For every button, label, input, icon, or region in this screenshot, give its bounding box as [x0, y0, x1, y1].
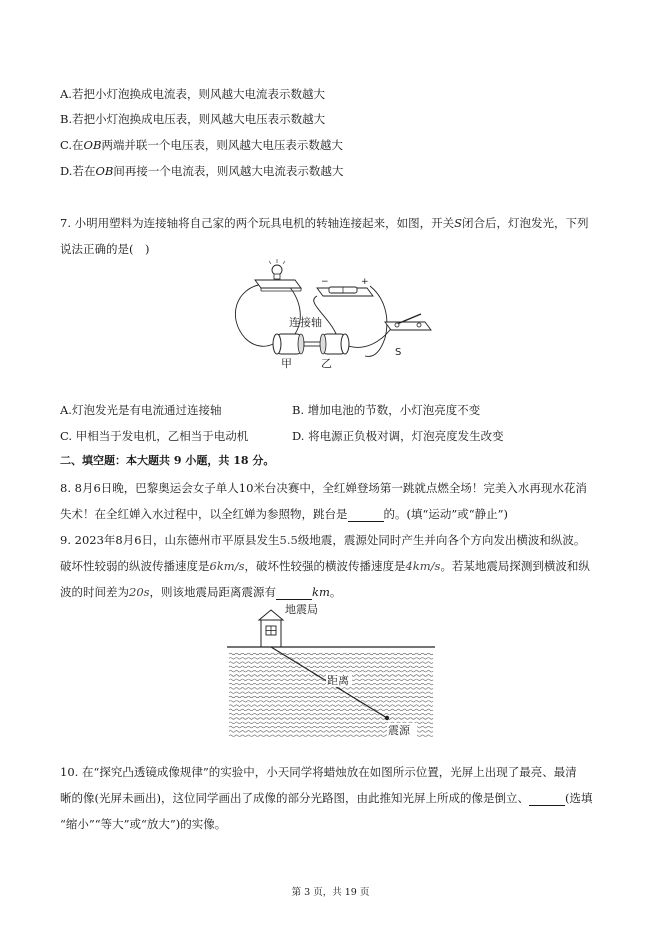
battery-board	[317, 277, 373, 296]
q8-line2-post: 的。(填“运动”或“静止”)	[383, 507, 508, 521]
q7-option-c: C. 甲相当于发电机，乙相当于电动机	[60, 429, 249, 443]
q9-line3-pre: 波的时间差为	[60, 585, 129, 599]
wave-line	[229, 696, 433, 698]
q10-answer-blank[interactable]	[529, 793, 565, 806]
q9-line3-post: 。	[329, 585, 342, 599]
q7-stem-pre: 7. 小明用塑料为连接轴将自己家的两个玩具电机的转轴连接起来，如图，开关	[60, 216, 455, 230]
q6-option-d-pre: D.若在	[60, 164, 96, 178]
q6-option-c-pre: C.在	[60, 138, 84, 152]
wave-line	[229, 653, 433, 655]
q9-line2-pre: 破坏性较弱的纵波传播速度是	[60, 559, 210, 573]
wave-line	[229, 688, 433, 690]
q10-line2-pre: 晰的像(光屏未画出)，这位同学画出了成像的部分光路图，由此推知光屏上所成的像是倒立、	[60, 791, 529, 805]
switch-icon	[385, 314, 431, 330]
q9-line2	[60, 558, 590, 574]
section-title-mid: 小题，共	[185, 454, 230, 467]
q9-transverse-speed: 4km/s	[405, 559, 441, 573]
battery-minus-label: −	[321, 277, 329, 287]
q8-line2	[60, 506, 508, 522]
q8-line2-pre: 失术！在全红婵入水过程中，以全红婵为参照物，跳台是	[60, 507, 348, 521]
q9-earthquake-figure	[225, 600, 437, 740]
q8-line1: 8. 8月6日晚，巴黎奥运会女子单人10米台决赛中，全红婵登场第一跳就点燃全场！完美入水再现水花消	[60, 481, 587, 495]
wave-line	[229, 670, 433, 672]
q10-line2	[60, 790, 592, 806]
label-distance: 距离	[327, 674, 349, 687]
q7-option-a: A.灯泡发光是有电流通过连接轴	[60, 403, 222, 417]
wave-line	[229, 658, 433, 660]
section-score: 18	[233, 454, 249, 467]
q9-line1-pre: 9. 2023年8月6日，山东德州市平原县发生	[60, 533, 280, 547]
q7-option-b: B. 增加电池的节数，小灯泡亮度不变	[292, 403, 481, 417]
q6-option-d-post: 间再接一个电流表，则风越大电流表示数越大	[113, 164, 344, 178]
q9-line2-post: 。若某地震局探测到横波和纵	[440, 559, 590, 573]
section-title-pre: 二、填空题：本大题共	[60, 454, 170, 467]
q6-option-c-post: 两端并联一个电压表，则风越大电压表示数越大	[101, 138, 343, 152]
q6-option-d-var: OB	[95, 164, 114, 178]
bulb-icon	[272, 265, 282, 275]
q9-line2-mid: ，破坏性较强的横波传播速度是	[244, 559, 406, 573]
q10-line1: 10. 在“探究凸透镜成像规律”的实验中，小天同学将蜡烛放在如图所示位置，光屏上出现了最亮、最清	[60, 765, 577, 779]
q9-unit: km	[312, 585, 330, 599]
section-heading-fill-in	[60, 453, 274, 469]
q8-answer-blank[interactable]	[348, 509, 384, 522]
q6-option-b: B.若把小灯泡换成电压表，则风越大电压表示数越大	[60, 112, 326, 126]
motor-yi	[320, 334, 349, 354]
label-yi: 乙	[321, 357, 332, 370]
label-station: 地震局	[285, 603, 318, 616]
q7-stem-line2: 说法正确的是( )	[60, 242, 150, 256]
wave-line	[229, 705, 433, 707]
wave-line	[229, 692, 433, 694]
label-switch-s: S	[395, 347, 402, 358]
q9-longitudinal-speed: 6km/s	[209, 559, 245, 573]
q9-line1	[60, 532, 585, 548]
section-count: 9	[173, 454, 182, 467]
q6-option-a: A.若把小灯泡换成电流表，则风越大电流表示数越大	[60, 87, 325, 101]
q10-line3: “缩小”“等大”或“放大”)的实像。	[60, 817, 227, 831]
page-footer: 第 3 页，共 19 页	[291, 887, 370, 898]
label-jia: 甲	[281, 357, 292, 370]
wave-line	[229, 718, 433, 720]
lamp-board	[255, 259, 301, 291]
q7-switch-var: S	[454, 216, 463, 230]
coupling-shaft	[304, 342, 322, 346]
wave-line	[229, 713, 433, 715]
label-source: 震源	[388, 724, 410, 737]
q9-line1-post: 级地震，震源处同时产生并向各个方向发出横波和纵波。	[297, 533, 586, 547]
q9-line3-mid: ，则该地震局距离震源有	[149, 585, 277, 599]
wave-line	[229, 662, 433, 664]
q7-option-d: D. 将电源正负极对调，灯泡亮度发生改变	[292, 429, 504, 443]
q7-stem-post: 闭合后，灯泡发光，下列	[462, 216, 589, 230]
station-house-icon	[259, 610, 283, 647]
q9-time-diff: 20s	[129, 585, 150, 599]
battery-plus-label: +	[361, 277, 369, 287]
wave-line	[229, 666, 433, 668]
q7-stem-line1	[60, 215, 589, 231]
q7-motor-circuit-figure	[225, 258, 440, 378]
q6-option-c	[60, 137, 343, 153]
label-coupling-axis: 连接轴	[289, 316, 322, 329]
q9-magnitude: 5.5	[279, 533, 298, 547]
motor-jia	[273, 334, 304, 354]
epicenter-dot	[385, 716, 389, 720]
q6-option-c-var: OB	[83, 138, 102, 152]
wave-line	[229, 701, 433, 703]
section-title-post: 分。	[252, 454, 275, 467]
q9-line3	[60, 584, 341, 600]
q6-option-d	[60, 163, 343, 179]
wave-line	[229, 709, 433, 711]
q9-answer-blank[interactable]	[276, 587, 312, 600]
q10-line2-post: (选填	[564, 791, 593, 805]
